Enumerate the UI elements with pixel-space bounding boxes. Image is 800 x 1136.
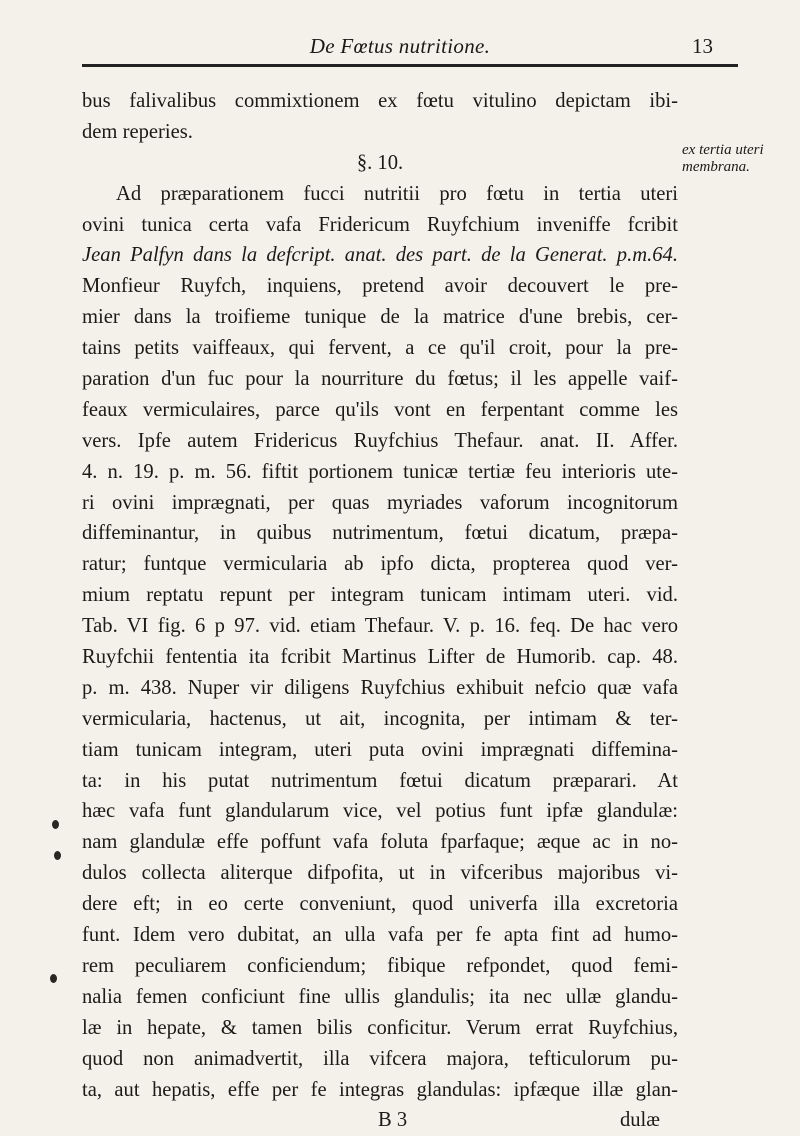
text-line: Ad præparationem fucci nutritii pro fœtu in tertia uteri [116,182,678,205]
text-line: rem peculiarem conficiendum; fibique refpondet, quod femi- [82,954,678,977]
text-line: hæc vafa funt glandularum vice, vel potius funt ipfæ glandulæ: [82,800,678,823]
text-line: nam glandulæ effe poffunt vafa foluta fparfaque; æque ac in no- [82,831,678,854]
body-text [82,86,678,1136]
page-number: 13 [692,34,713,58]
text-line: nalia femen conficiunt fine ullis glandulis; ita nec ullæ glandu- [82,985,678,1008]
text-line: funt. Idem vero dubitat, an ulla vafa per fe apta fint ad humo- [82,924,678,947]
text-line: ratur; funtque vermicularia ab ipfo dicta, propterea quod ver- [82,553,678,576]
text-line: feaux vermiculaires, parce qu'ils vont en ferpentant comme les [82,398,678,421]
text-line: paration d'un fuc pour la nourriture du fœtus; il les appelle vaif- [82,368,678,391]
text-line: vermicularia, hactenus, ut ait, incognita, per intimam & ter- [82,707,678,730]
text-line: dulos collecta aliterque difpofita, ut in vifceribus majoribus vi- [82,862,678,885]
text-line: Tab. VI fig. 6 p 97. vid. etiam Thefaur. V. p. 16. feq. De hac vero [82,615,678,638]
text-line: ta, aut hepatis, effe per fe integras glandulas: ipfæque illæ glan- [82,1078,678,1101]
text-line: bus falivalibus commixtionem ex fœtu vitulino depictam ibi- [82,90,678,112]
running-title: De Fœtus nutritione. [309,34,491,58]
margin-note: ex tertia uteri membrana. [682,142,764,175]
page-header [0,34,800,74]
catchword: dulæ [619,1109,660,1132]
text-line: Jean Palfyn dans la defcript. anat. des part. de la Generat. p.m.64. [82,244,678,267]
page-footer [82,1105,678,1136]
text-line: diffeminantur, in quibus nutrimentum, fœtui dicatum, præpa- [82,522,678,545]
text-line: ri ovini imprægnati, per quas myriades vaforum incognitorum [82,491,678,514]
text-line: Ruyfchii fententia ita fcribit Martinus Lifter de Humorib. cap. 48. [82,646,678,669]
text-line: quod non animadvertit, illa vifcera majora, tefticulorum pu- [82,1047,678,1070]
text-line: ta: in his putat nutrimentum fœtui dicatum præparari. At [82,769,678,792]
text-line: mium reptatu repunt per integram tunicam intimam uteri. vid. [82,584,678,607]
text-line: 4. n. 19. p. m. 56. fiftit portionem tunicæ tertiæ feu interioris ute- [82,460,678,483]
signature-mark: B 3 [378,1109,408,1132]
ink-dot [54,851,61,860]
text-line: dem reperies. [82,120,193,143]
text-line: tains petits vaiffeaux, qui fervent, a ce qu'il croit, pour la pre- [82,337,678,360]
text-line: vers. Ipfe autem Fridericus Ruyfchius Thefaur. anat. II. Affer. [82,429,678,452]
text-line: ovini tunica certa vafa Fridericum Ruyfchium inveniffe fcribit [82,213,678,236]
header-rule [82,64,738,67]
text-line: tiam tunicam integram, uteri puta ovini imprægnati diffemina- [82,738,678,761]
ink-dot [50,974,57,983]
text-line: p. m. 438. Nuper vir diligens Ruyfchius exhibuit nefcio quæ vafa [82,676,678,699]
section-number: §. 10. [356,151,404,174]
text-line: dere eft; in eo certe conveniunt, quod univerfa illa excretoria [82,893,678,916]
text-line: mier dans la troifieme tunique de la matrice d'une brebis, cer- [82,306,678,329]
ink-dot [52,820,59,829]
text-line: Monfieur Ruyfch, inquiens, pretend avoir decouvert le pre- [82,275,678,298]
text-line: læ in hepate, & tamen bilis conficitur. Verum errat Ruyfchius, [82,1016,678,1039]
